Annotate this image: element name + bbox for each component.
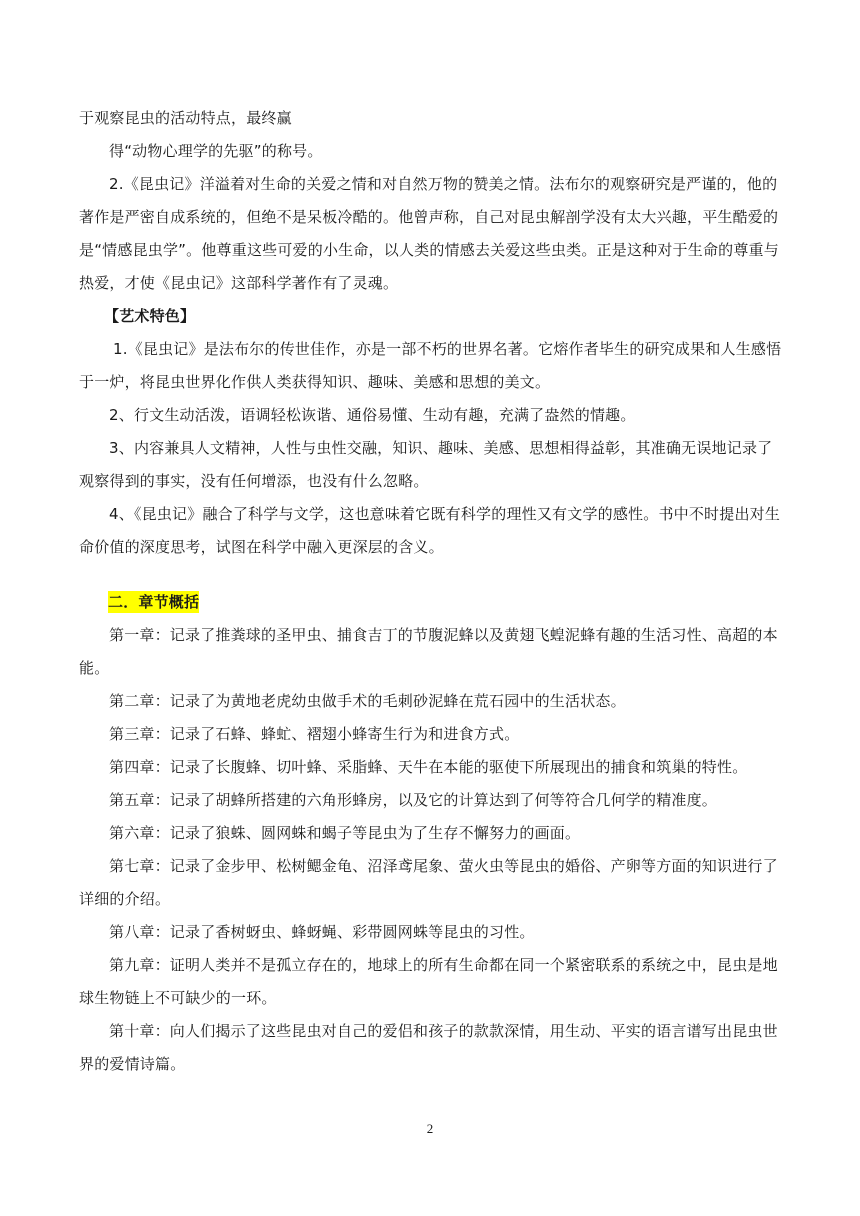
chapter-5: 第五章：记录了胡蜂所搭建的六角形蜂房，以及它的计算达到了何等符合几何学的精准度。 bbox=[109, 791, 718, 809]
art-item-4: 4、《昆虫记》融合了科学与文学，这也意味着它既有科学的理性又有文学的感性。书中不时提出对生命价值的深度思考，试图在科学中融入更深层的含义。 bbox=[79, 505, 781, 556]
chapter-7: 第七章：记录了金步甲、松树鳃金龟、沼泽鸢尾象、萤火虫等昆虫的婚俗、产卵等方面的知识进行了详细的介绍。 bbox=[79, 857, 778, 908]
chapter-1: 第一章：记录了推粪球的圣甲虫、捕食吉丁的节腹泥蜂以及黄翅飞蝗泥蜂有趣的生活习性、高超的本能。 bbox=[79, 626, 778, 677]
chapter-10: 第十章：向人们揭示了这些昆虫对自己的爱侣和孩子的款款深情，用生动、平实的语言谱写出昆虫世界的爱情诗篇。 bbox=[79, 1022, 778, 1073]
art-item-1: 1.《昆虫记》是法布尔的传世佳作，亦是一部不朽的世界名著。它熔作者毕生的研究成果和人生感悟于一炉，将昆虫世界化作供人类获得知识、趣味、美感和思想的美文。 bbox=[79, 340, 782, 391]
chapter-2: 第二章：记录了为黄地老虎幼虫做手术的毛刺砂泥蜂在荒石园中的生活状态。 bbox=[109, 692, 626, 710]
chapter-summary-heading: 二．章节概括 bbox=[108, 593, 200, 611]
paragraph-2: 2.《昆虫记》洋溢着对生命的关爱之情和对自然万物的赞美之情。法布尔的观察研究是严谨的，他的著作是严密自成系统的，但绝不是呆板冷酷的。他曾声称，自己对昆虫解剖学没有太大兴趣，平生酷爱的是“情感昆虫学”。他尊重这些可爱的小生命，以人类的情感去关爱这些虫类。正是这种对于生命的尊重与热爱，才使《昆虫记》这部科学著作有了灵魂。 bbox=[79, 175, 779, 292]
page-content bbox=[79, 102, 783, 1081]
intro-line-1: 于观察昆虫的活动特点，最终赢 bbox=[79, 109, 292, 127]
chapter-9: 第九章：证明人类并不是孤立存在的，地球上的所有生命都在同一个紧密联系的系统之中，昆虫是地球生物链上不可缺少的一环。 bbox=[79, 956, 778, 1007]
chapter-8: 第八章：记录了香树蚜虫、蜂蚜蝇、彩带圆网蛛等昆虫的习性。 bbox=[109, 923, 535, 941]
chapter-4: 第四章：记录了长腹蜂、切叶蜂、采脂蜂、天牛在本能的驱使下所展现出的捕食和筑巢的特性。 bbox=[109, 758, 748, 776]
chapter-3: 第三章：记录了石蜂、蜂虻、褶翅小蜂寄生行为和进食方式。 bbox=[109, 725, 520, 743]
art-item-3: 3、内容兼具人文精神，人性与虫性交融，知识、趣味、美感、思想相得益彰，其准确无误地记录了观察得到的事实，没有任何增添，也没有什么忽略。 bbox=[79, 439, 773, 490]
art-item-2: 2、行文生动活泼，语调轻松诙谐、通俗易懂、生动有趣，充满了盎然的情趣。 bbox=[109, 406, 636, 424]
chapter-6: 第六章：记录了狼蛛、圆网蛛和蝎子等昆虫为了生存不懈努力的画面。 bbox=[109, 824, 581, 842]
art-features-heading: 【艺术特色】 bbox=[104, 307, 196, 325]
page-number: 2 bbox=[426, 1121, 434, 1136]
chapter-summary-heading-line bbox=[79, 586, 783, 619]
section-gap bbox=[79, 564, 783, 586]
intro-line-2: 得“动物心理学的先驱”的称号。 bbox=[109, 142, 323, 160]
